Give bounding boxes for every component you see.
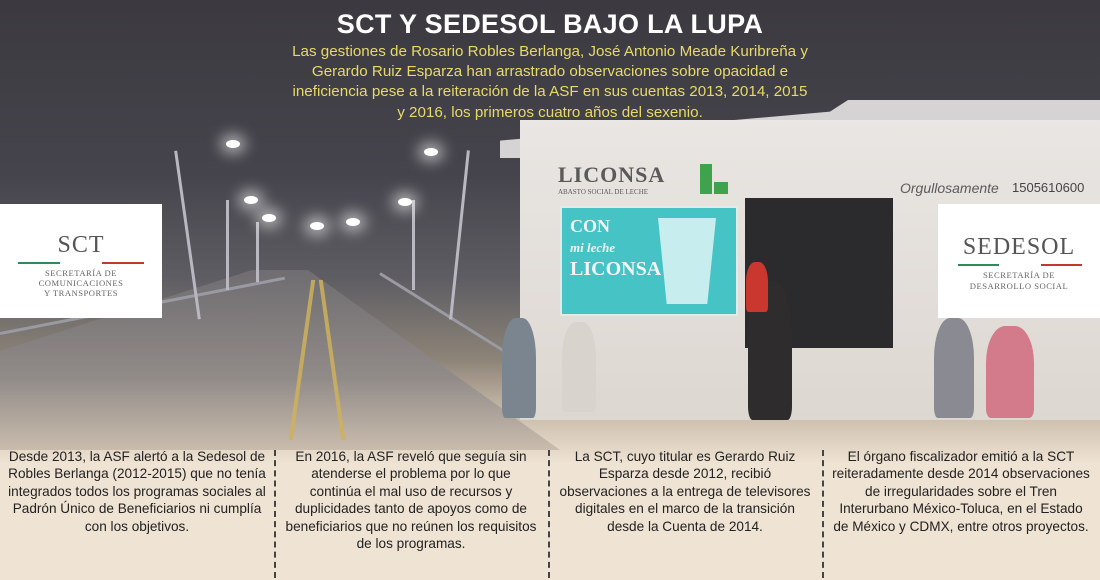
- page-title: SCT Y SEDESOL BAJO LA LUPA: [336, 9, 764, 39]
- sct-flag-stripe: [18, 262, 144, 264]
- banner-line-3: LICONSA: [570, 258, 662, 280]
- store-subtitle: ABASTO SOCIAL DE LECHE: [558, 188, 649, 196]
- sedesol-logo: [938, 204, 1100, 318]
- wall-slogan: Orgullosamente: [900, 180, 999, 196]
- street-lamp-light: [262, 214, 276, 222]
- column-2-text: En 2016, la ASF reveló que seguía sin atenderse el problema por lo que continúa el mal uso de recursos y duplicidades tanto de apoyos como de beneficiarios que no reúnen los requisitos de los programas.: [285, 449, 537, 552]
- text-columns: [0, 440, 1100, 580]
- lamp-pole: [226, 200, 229, 290]
- wall-number: 1505610600: [1012, 180, 1085, 195]
- person-figure: [502, 318, 536, 418]
- sedesol-logo-line-2: DESARROLLO SOCIAL: [969, 281, 1069, 291]
- column-3-text: La SCT, cuyo titular es Gerardo Ruiz Esparza desde 2012, recibió observaciones a la entrega de televisores digitales en el marco de la transición desde la Cuenta de 2014.: [559, 449, 811, 534]
- street-lamp-light: [310, 222, 324, 230]
- banner-line-2: mi leche: [570, 240, 616, 255]
- sct-logo-line-2: COMUNICACIONES: [38, 278, 124, 288]
- sct-logo: [0, 204, 162, 318]
- column-divider: [822, 450, 824, 578]
- liconsa-sign: [558, 162, 688, 204]
- person-figure: [934, 318, 974, 418]
- lamp-pole: [256, 222, 259, 282]
- person-figure: [562, 322, 596, 412]
- column-1-text: Desde 2013, la ASF alertó a la Sedesol de Robles Berlanga (2012-2015) que no tenía integrados todos los programas sociales al Padrón Único de Beneficiarios ni cumplía con los objetivos.: [8, 449, 266, 534]
- street-lamp-light: [226, 140, 240, 148]
- street-lamp-light: [346, 218, 360, 226]
- sedesol-logo-line-1: SECRETARÍA DE: [983, 270, 1055, 280]
- sedesol-flag-stripe: [958, 264, 1082, 266]
- column-divider: [548, 450, 550, 578]
- green-logo-bar: [714, 182, 728, 194]
- street-lamp-light: [244, 196, 258, 204]
- sedesol-logo-name: SEDESOL: [962, 234, 1076, 260]
- liconsa-banner: [560, 206, 738, 316]
- store-name: LICONSA: [558, 162, 666, 187]
- milk-glass-graphic: [658, 218, 716, 304]
- sct-logo-line-1: SECRETARÍA DE: [45, 268, 117, 278]
- lamp-pole: [412, 200, 415, 290]
- sct-logo-line-3: Y TRANSPORTES: [43, 288, 119, 298]
- banner-line-1: CON: [570, 216, 610, 236]
- person-figure: [986, 326, 1034, 418]
- street-lamp-light: [398, 198, 412, 206]
- column-divider: [274, 450, 276, 578]
- sct-logo-name: SCT: [57, 232, 105, 258]
- green-logo-bar: [700, 164, 712, 194]
- person-figure: [746, 262, 768, 312]
- column-4-text: El órgano fiscalizador emitió a la SCT reiteradamente desde 2014 observaciones de irregularidades sobre el Tren Interurbano México-Toluca, en el Estado de México y CDMX, entre otros proyectos.: [832, 449, 1090, 534]
- page-subtitle: Las gestiones de Rosario Robles Berlanga, José Antonio Meade Kuribreña y Gerardo Ruiz Esparza han arrastrado observaciones sobre opacidad e ineficiencia pese a la reiteración de la ASF en sus cuentas 2013, 2014, 2015 y 2016, los primeros cuatro años del sexenio.: [292, 43, 808, 121]
- street-lamp-light: [424, 148, 438, 156]
